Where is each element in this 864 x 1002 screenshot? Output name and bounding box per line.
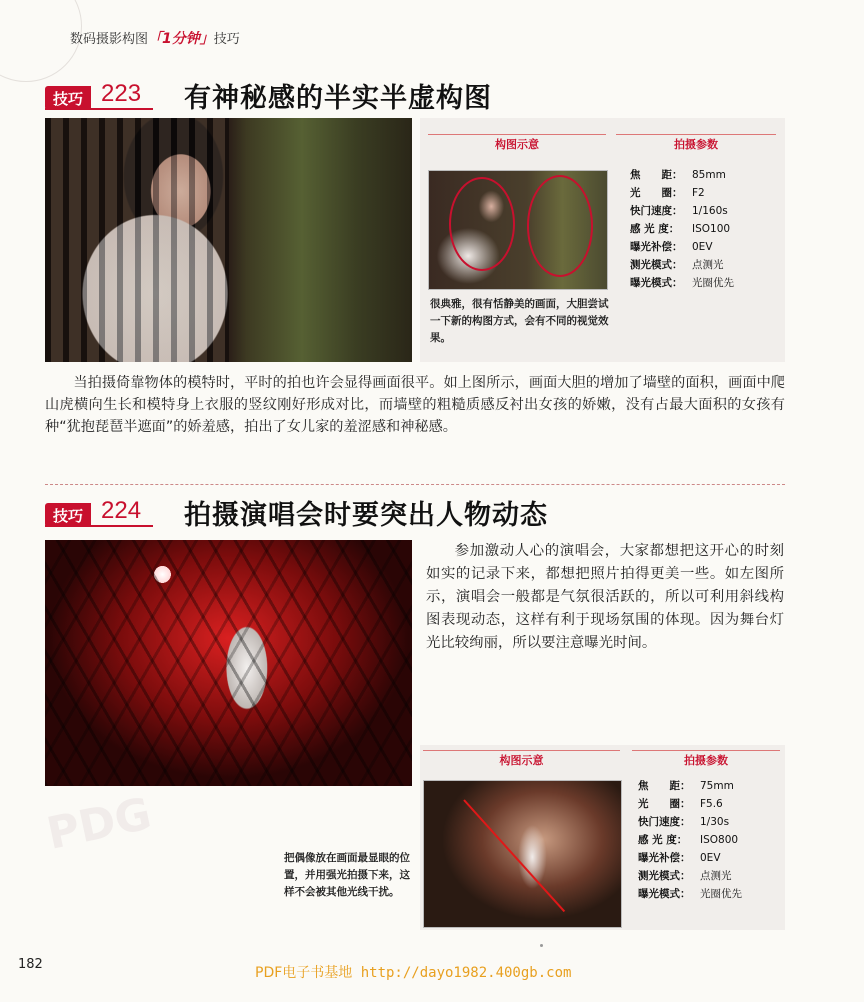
param-row: 快门速度： 1/30s: [638, 816, 730, 828]
header-prefix: 数码摄影构图: [70, 32, 149, 47]
section-divider: [45, 484, 785, 485]
tip-223-photo: [45, 118, 412, 362]
shooting-params: [638, 777, 742, 903]
tip-224-caption: 把偶像放在画面最显眼的位置，并用强光拍摄下来，这样不会被其他光线干扰。: [284, 852, 410, 898]
tip-223-title: 有神秘感的半实半虚构图: [184, 83, 492, 114]
tip-224-number: 224: [101, 497, 142, 524]
diagram-caption: 很典雅，很有恬静美的画面，大胆尝试一下新的构图方式，会有不同的视觉效果。: [430, 298, 609, 344]
composition-thumbnail: [423, 780, 622, 928]
footer-label: PDF电子书基地: [255, 965, 353, 981]
tip-224-body: 参加激动人心的演唱会，大家都想把这开心的时刻如实的记录下来，都想把照片拍得更美一些。如左图所示，演唱会一般都是气氛很活跃的，所以可利用斜线构图表现动态，这样有利于现场氛围的体现。因为舞台灯光比较绚丽，所以要注意曝光时间。: [426, 543, 784, 651]
param-row: 曝光模式： 光圈优先: [638, 888, 742, 900]
param-row: 测光模式： 点测光: [638, 870, 732, 882]
tip-223-panel: [420, 118, 785, 362]
param-row: 光 圈： F5.6: [638, 798, 723, 810]
tip-224-badge: 技巧: [45, 503, 91, 527]
diagonal-guide-line: [463, 799, 565, 912]
highlight-ellipse: [527, 175, 593, 277]
header-highlight: 「1分钟」: [148, 31, 214, 47]
tip-224-photo: [45, 540, 412, 786]
header-suffix: 技巧: [213, 32, 240, 47]
running-header: [70, 28, 240, 48]
tip-224-title: 拍摄演唱会时要突出人物动态: [184, 500, 548, 531]
param-row: 曝光补偿： 0EV: [630, 241, 713, 253]
tip-224-underline: [45, 525, 153, 527]
footer: [255, 962, 571, 982]
highlight-ellipse: [449, 177, 515, 271]
diagram-label: 构图示意: [495, 138, 539, 151]
param-row: 焦 距： 85mm: [630, 169, 726, 181]
param-row: 焦 距： 75mm: [638, 780, 734, 792]
page-number: 182: [18, 957, 43, 972]
footer-url[interactable]: http://dayo1982.400gb.com: [360, 965, 572, 981]
tip-223-underline: [45, 108, 153, 110]
shooting-params: [630, 166, 734, 292]
tip-224-panel: [420, 745, 785, 930]
param-row: 快门速度： 1/160s: [630, 205, 728, 217]
param-row: 测光模式： 点测光: [630, 259, 724, 271]
param-row: 曝光模式： 光圈优先: [630, 277, 734, 289]
param-row: 曝光补偿： 0EV: [638, 852, 721, 864]
param-row: 感 光 度： ISO100: [630, 223, 731, 235]
params-label: 拍摄参数: [684, 754, 728, 767]
param-row: 感 光 度： ISO800: [638, 834, 739, 846]
tip-223-badge: 技巧: [45, 86, 91, 110]
params-label: 拍摄参数: [674, 138, 718, 151]
tip-223-body: 当拍摄倚靠物体的模特时，平时的拍也许会显得画面很平。如上图所示，画面大胆的增加了墙壁的面积，画面中爬山虎横向生长和模特身上衣服的竖纹刚好形成对比，而墙壁的粗糙质感反衬出女孩的娇嫩，没有占最大面积的女孩有种“犹抱琵琶半遮面”的娇羞感，拍出了女儿家的羞涩感和神秘感。: [45, 375, 785, 435]
param-row: 光 圈： F2: [630, 187, 705, 199]
watermark: PDG: [42, 788, 156, 860]
decorative-dot: [540, 944, 543, 947]
composition-thumbnail: [428, 170, 608, 290]
diagram-label: 构图示意: [499, 754, 544, 767]
tip-223-number: 223: [101, 80, 142, 107]
